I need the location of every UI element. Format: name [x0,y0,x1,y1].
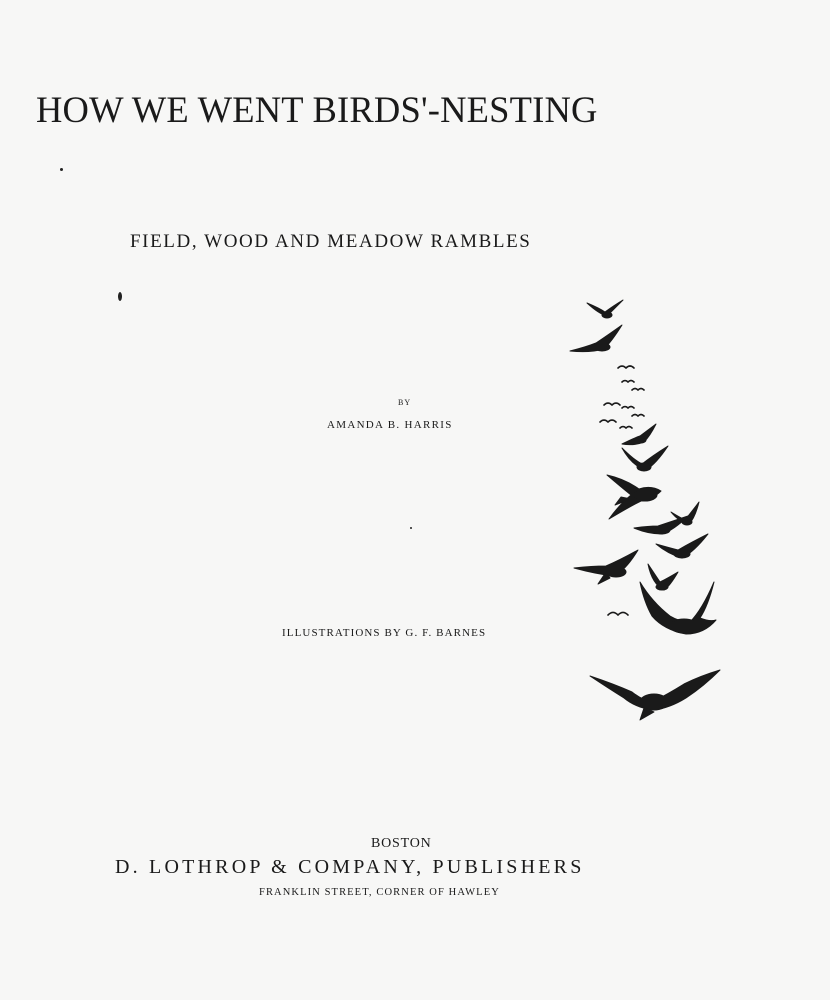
publisher-city: BOSTON [371,836,432,851]
ink-speck [118,292,122,301]
ink-speck [410,527,412,529]
publisher-name: D. LOTHROP & COMPANY, PUBLISHERS [115,856,585,878]
author-name: AMANDA B. HARRIS [327,419,453,431]
illustrator-credit: ILLUSTRATIONS BY G. F. BARNES [282,627,487,639]
ink-speck [60,168,63,171]
book-subtitle: FIELD, WOOD AND MEADOW RAMBLES [130,231,532,252]
by-label: BY [398,398,412,407]
publisher-address: FRANKLIN STREET, CORNER OF HAWLEY [259,887,500,898]
flock-of-birds-icon [560,290,740,730]
book-title: HOW WE WENT BIRDS'-NESTING [36,89,598,130]
